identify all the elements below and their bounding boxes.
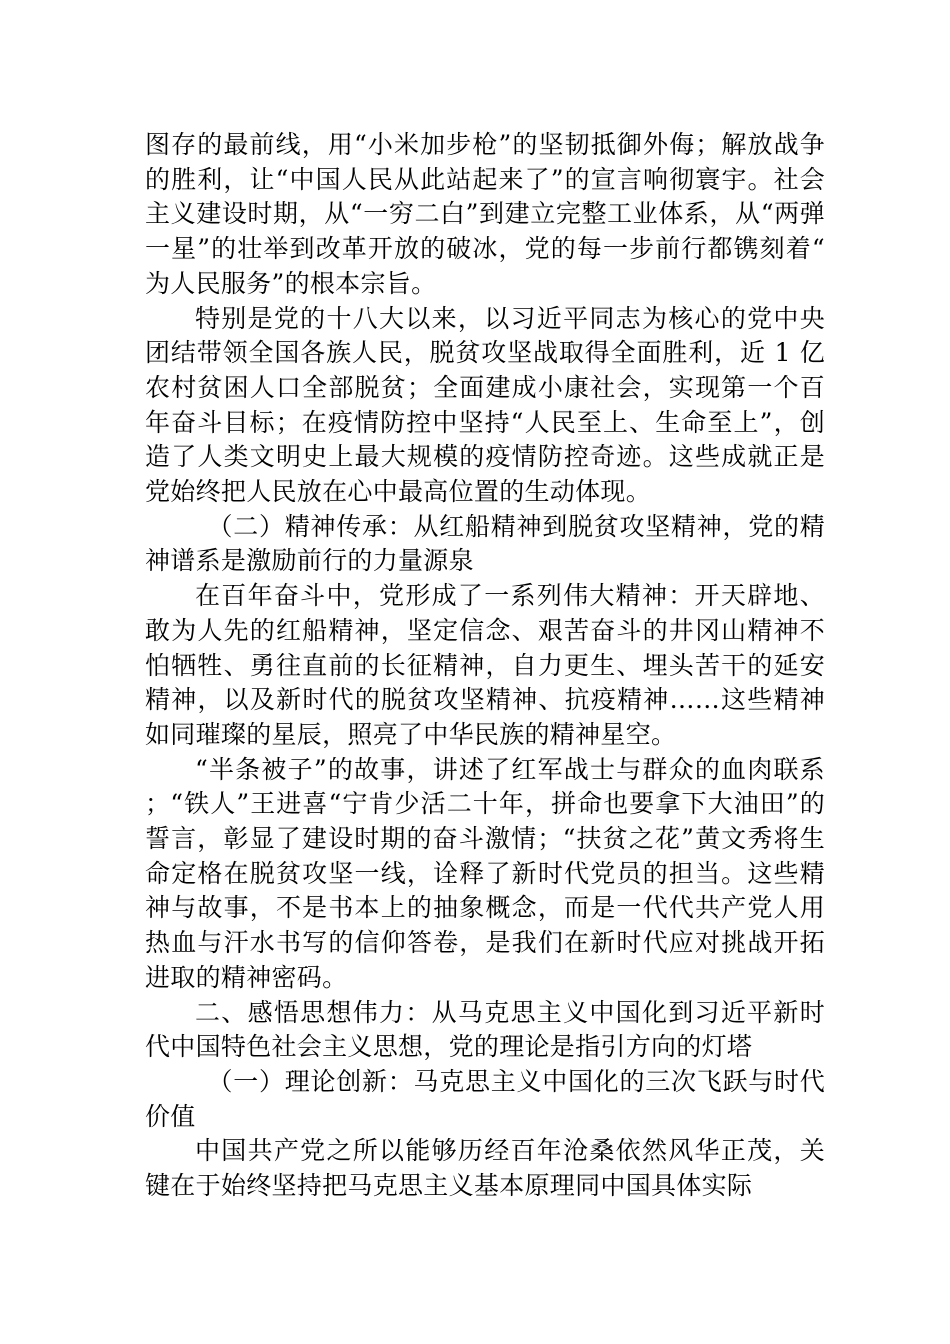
heading-thought-power: 二、感悟思想伟力：从马克思主义中国化到习近平新时代中国特色社会主义思想，党的理论是指引方向的灯塔: [145, 997, 825, 1062]
paragraph-continuation: 图存的最前线，用“小米加步枪”的坚韧抵御外侮；解放战争的胜利，让“中国人民从此站起来了”的宣言响彻寰宇。社会主义建设时期，从“一穷二白”到建立完整工业体系，从“两弹一星”的壮举到改革开放的破冰，党的每一步前行都镌刻着“为人民服务”的根本宗旨。: [145, 130, 825, 298]
paragraph-stories: “半条被子”的故事，讲述了红军战士与群众的血肉联系；“铁人”王进喜“宁肯少活二十年，拼命也要拿下大油田”的誓言，彰显了建设时期的奋斗激情；“扶贫之花”黄文秀将生命定格在脱贫攻坚一线，诠释了新时代党员的担当。这些精神与故事，不是书本上的抽象概念，而是一代代共产党人用热血与汗水书写的信仰答卷，是我们在新时代应对挑战开拓进取的精神密码。: [145, 754, 825, 992]
paragraph-eighteenth-congress: 特别是党的十八大以来，以习近平同志为核心的党中央团结带领全国各族人民，脱贫攻坚战取得全面胜利，近 1 亿农村贫困人口全部脱贫；全面建成小康社会，实现第一个百年奋斗目标；在疫情防控中坚持“人民至上、生命至上”，创造了人类文明史上最大规模的疫情防控奇迹。这些成就正是党始终把人民放在心中最高位置的生动体现。: [145, 303, 825, 507]
subheading-theory-innovation: （一）理论创新：马克思主义中国化的三次飞跃与时代价值: [145, 1066, 825, 1131]
paragraph-marxism: 中国共产党之所以能够历经百年沧桑依然风华正茂，关键在于始终坚持把马克思主义基本原理同中国具体实际: [145, 1136, 825, 1201]
subheading-spirit-inheritance: （二）精神传承：从红船精神到脱贫攻坚精神，党的精神谱系是激励前行的力量源泉: [145, 511, 825, 576]
document-body: [145, 128, 825, 1204]
paragraph-great-spirits: 在百年奋斗中，党形成了一系列伟大精神：开天辟地、敢为人先的红船精神，坚定信念、艰苦奋斗的井冈山精神不怕牺牲、勇往直前的长征精神，自力更生、埋头苦干的延安精神，以及新时代的脱贫攻坚精神、抗疫精神……这些精神如同璀璨的星辰，照亮了中华民族的精神星空。: [145, 581, 825, 749]
